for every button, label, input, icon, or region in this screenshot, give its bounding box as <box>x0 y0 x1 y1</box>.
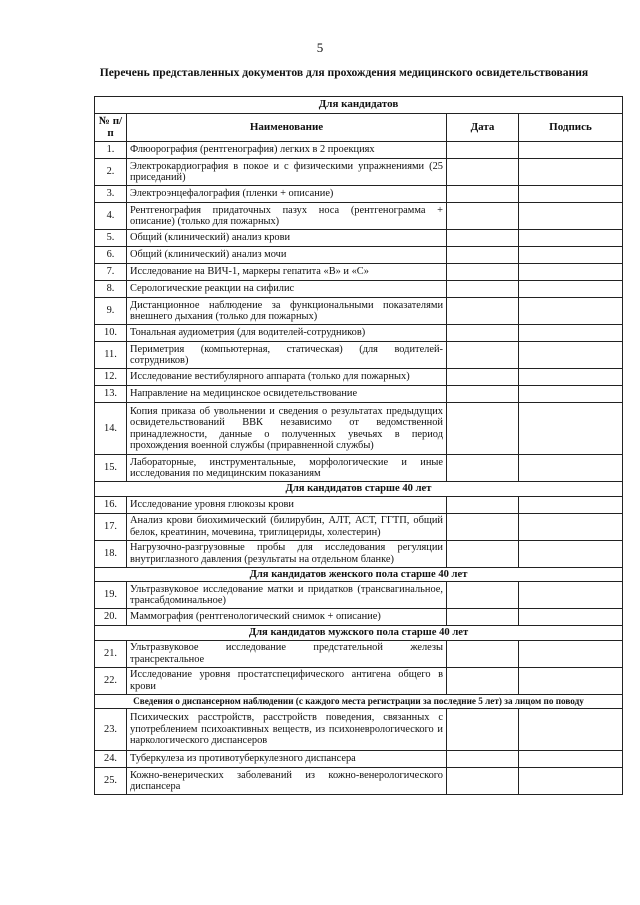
date-cell[interactable] <box>447 667 519 694</box>
date-cell[interactable] <box>447 298 519 325</box>
signature-cell[interactable] <box>519 281 623 298</box>
signature-cell[interactable] <box>519 540 623 567</box>
date-cell[interactable] <box>447 264 519 281</box>
row-document-name: Флюорография (рентгенография) легких в 2 проекциях <box>127 142 447 159</box>
signature-cell[interactable] <box>519 513 623 540</box>
table-row <box>95 667 623 694</box>
section-header-female-over-40: Для кандидатов женского пола старше 40 лет <box>95 567 623 582</box>
date-cell[interactable] <box>447 540 519 567</box>
signature-cell[interactable] <box>519 247 623 264</box>
row-document-name: Общий (клинический) анализ крови <box>127 230 447 247</box>
column-header-date: Дата <box>447 114 519 142</box>
row-document-name: Периметрия (компьютерная, статическая) (для водителей-сотрудников) <box>127 342 447 369</box>
date-cell[interactable] <box>447 640 519 667</box>
date-cell[interactable] <box>447 369 519 386</box>
table-row <box>95 203 623 230</box>
date-cell[interactable] <box>447 582 519 609</box>
table-row <box>95 403 623 455</box>
row-number: 14. <box>95 403 127 455</box>
date-cell[interactable] <box>447 325 519 342</box>
table-row <box>95 230 623 247</box>
table-row <box>95 540 623 567</box>
section-header-dispensary: Сведения о диспансерном наблюдении (с каждого места регистрации за последние 5 лет) за лицом по поводу <box>95 694 623 709</box>
date-cell[interactable] <box>447 609 519 626</box>
table-row <box>95 186 623 203</box>
signature-cell[interactable] <box>519 298 623 325</box>
row-number: 24. <box>95 751 127 768</box>
signature-cell[interactable] <box>519 203 623 230</box>
signature-cell[interactable] <box>519 264 623 281</box>
row-document-name: Ультразвуковое исследование матки и придатков (трансвагинальное, трансабдоминальное) <box>127 582 447 609</box>
signature-cell[interactable] <box>519 667 623 694</box>
row-document-name: Маммография (рентгенологический снимок + описание) <box>127 609 447 626</box>
row-number: 11. <box>95 342 127 369</box>
table-row <box>95 247 623 264</box>
date-cell[interactable] <box>447 203 519 230</box>
table-group-header: Для кандидатов <box>95 97 623 114</box>
row-document-name: Кожно-венерических заболеваний из кожно-венерологического диспансера <box>127 768 447 795</box>
row-document-name: Исследование уровня простатспецифического антигена общего в крови <box>127 667 447 694</box>
date-cell[interactable] <box>447 230 519 247</box>
row-number: 12. <box>95 369 127 386</box>
signature-cell[interactable] <box>519 159 623 186</box>
row-number: 21. <box>95 640 127 667</box>
section-header-over-40: Для кандидатов старше 40 лет <box>95 482 623 497</box>
table-row <box>95 582 623 609</box>
row-document-name: Дистанционное наблюдение за функциональными показателями внешнего дыхания (только для пожарных) <box>127 298 447 325</box>
row-number: 4. <box>95 203 127 230</box>
table-row <box>95 709 623 751</box>
date-cell[interactable] <box>447 455 519 482</box>
row-document-name: Рентгенография придаточных пазух носа (рентгенограмма + описание) (только для пожарных) <box>127 203 447 230</box>
table-row <box>95 640 623 667</box>
row-document-name: Нагрузочно-разгрузовные пробы для исследования регуляции внутриглазного давления (результаты на отдельном бланке) <box>127 540 447 567</box>
table-row <box>95 142 623 159</box>
row-number: 6. <box>95 247 127 264</box>
signature-cell[interactable] <box>519 709 623 751</box>
row-document-name: Копия приказа об увольнении и сведения о результатах предыдущих освидетельствований ВВК независимо от ведомственной принадлежности, данные о полученных увечьях в период прохождения военной службы (приравненной службы) <box>127 403 447 455</box>
date-cell[interactable] <box>447 709 519 751</box>
signature-cell[interactable] <box>519 342 623 369</box>
table-row <box>95 496 623 513</box>
date-cell[interactable] <box>447 768 519 795</box>
row-document-name: Серологические реакции на сифилис <box>127 281 447 298</box>
table-row <box>95 513 623 540</box>
table-row <box>95 386 623 403</box>
row-number: 2. <box>95 159 127 186</box>
row-number: 1. <box>95 142 127 159</box>
date-cell[interactable] <box>447 386 519 403</box>
signature-cell[interactable] <box>519 640 623 667</box>
row-number: 10. <box>95 325 127 342</box>
signature-cell[interactable] <box>519 403 623 455</box>
row-document-name: Тональная аудиометрия (для водителей-сотрудников) <box>127 325 447 342</box>
document-title: Перечень представленных документов для прохождения медицинского освидетельствования <box>99 66 589 79</box>
date-cell[interactable] <box>447 342 519 369</box>
signature-cell[interactable] <box>519 230 623 247</box>
signature-cell[interactable] <box>519 142 623 159</box>
table-row <box>95 455 623 482</box>
signature-cell[interactable] <box>519 751 623 768</box>
signature-cell[interactable] <box>519 496 623 513</box>
date-cell[interactable] <box>447 751 519 768</box>
row-number: 23. <box>95 709 127 751</box>
row-document-name: Ультразвуковое исследование предстательной железы трансректальное <box>127 640 447 667</box>
row-number: 25. <box>95 768 127 795</box>
row-document-name: Электроэнцефалография (пленки + описание) <box>127 186 447 203</box>
table-row <box>95 768 623 795</box>
date-cell[interactable] <box>447 142 519 159</box>
row-number: 9. <box>95 298 127 325</box>
row-number: 16. <box>95 496 127 513</box>
table-row <box>95 325 623 342</box>
row-document-name: Электрокардиография в покое и с физическими упражнениями (25 приседаний) <box>127 159 447 186</box>
signature-cell[interactable] <box>519 609 623 626</box>
table-row <box>95 159 623 186</box>
row-number: 18. <box>95 540 127 567</box>
row-number: 15. <box>95 455 127 482</box>
date-cell[interactable] <box>447 186 519 203</box>
table-row <box>95 298 623 325</box>
table-row <box>95 609 623 626</box>
date-cell[interactable] <box>447 159 519 186</box>
signature-cell[interactable] <box>519 582 623 609</box>
row-document-name: Лабораторные, инструментальные, морфологические и иные исследования по медицинским показаниям <box>127 455 447 482</box>
signature-cell[interactable] <box>519 386 623 403</box>
row-document-name: Туберкулеза из противотуберкулезного диспансера <box>127 751 447 768</box>
row-number: 22. <box>95 667 127 694</box>
row-number: 20. <box>95 609 127 626</box>
row-number: 19. <box>95 582 127 609</box>
row-number: 3. <box>95 186 127 203</box>
row-document-name: Исследование уровня глюкозы крови <box>127 496 447 513</box>
table-row <box>95 264 623 281</box>
table-row <box>95 281 623 298</box>
row-document-name: Исследование на ВИЧ-1, маркеры гепатита «В» и «С» <box>127 264 447 281</box>
column-header-signature: Подпись <box>519 114 623 142</box>
row-document-name: Анализ крови биохимический (билирубин, АЛТ, АСТ, ГГТП, общий белок, креатинин, мочевина, триглицериды, холестерин) <box>127 513 447 540</box>
section-header-male-over-40: Для кандидатов мужского пола старше 40 лет <box>95 626 623 641</box>
row-number: 8. <box>95 281 127 298</box>
row-document-name: Исследование вестибулярного аппарата (только для пожарных) <box>127 369 447 386</box>
column-header-name: Наименование <box>127 114 447 142</box>
row-document-name: Направление на медицинское освидетельствование <box>127 386 447 403</box>
signature-cell[interactable] <box>519 369 623 386</box>
table-row <box>95 751 623 768</box>
row-number: 7. <box>95 264 127 281</box>
row-number: 5. <box>95 230 127 247</box>
row-document-name: Психических расстройств, расстройств поведения, связанных с употреблением психоактивных веществ, из психоневрологического и наркологического диспансеров <box>127 709 447 751</box>
date-cell[interactable] <box>447 513 519 540</box>
date-cell[interactable] <box>447 247 519 264</box>
row-number: 13. <box>95 386 127 403</box>
row-document-name: Общий (клинический) анализ мочи <box>127 247 447 264</box>
documents-table <box>94 96 623 795</box>
signature-cell[interactable] <box>519 186 623 203</box>
signature-cell[interactable] <box>519 455 623 482</box>
page-number: 5 <box>316 40 324 55</box>
date-cell[interactable] <box>447 281 519 298</box>
signature-cell[interactable] <box>519 325 623 342</box>
date-cell[interactable] <box>447 496 519 513</box>
signature-cell[interactable] <box>519 768 623 795</box>
column-header-num: № п/п <box>95 114 127 142</box>
row-number: 17. <box>95 513 127 540</box>
table-row <box>95 369 623 386</box>
table-row <box>95 342 623 369</box>
date-cell[interactable] <box>447 403 519 455</box>
